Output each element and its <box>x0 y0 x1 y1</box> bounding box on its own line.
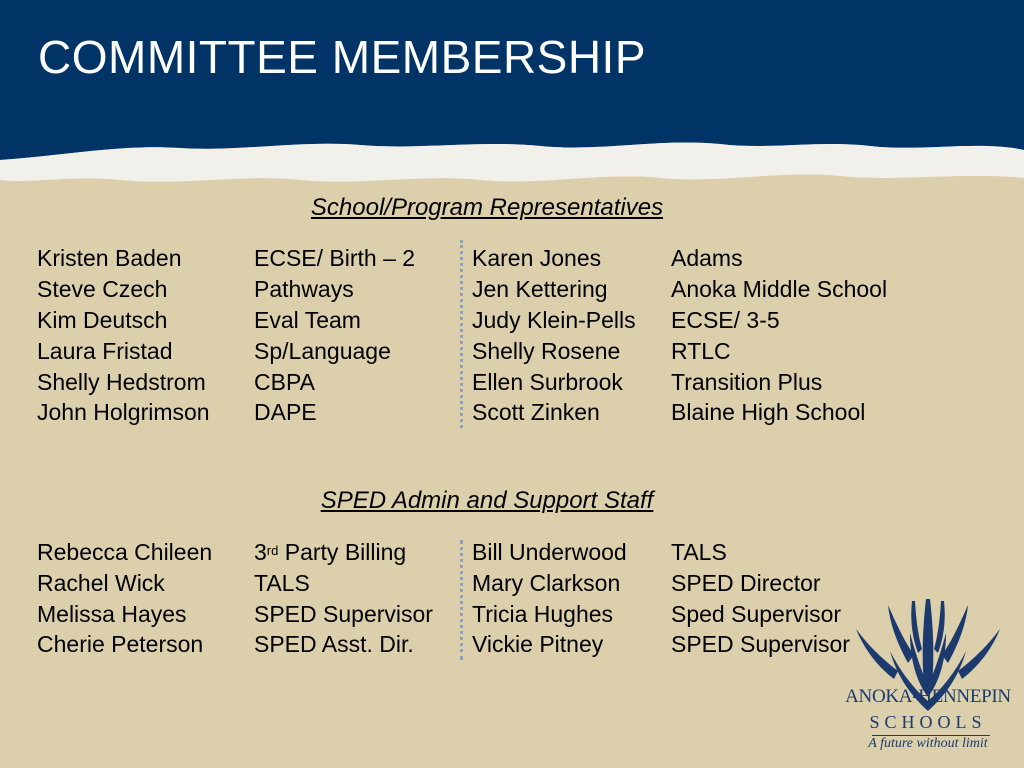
member-name: Steve Czech <box>37 276 168 302</box>
member-name: Rachel Wick <box>37 570 165 596</box>
slide-title: COMMITTEE MEMBERSHIP <box>38 31 647 83</box>
member-name: Rebecca Chileen <box>37 539 213 565</box>
member-name: Laura Fristad <box>37 338 173 364</box>
member-name: Karen Jones <box>472 245 602 271</box>
member-program: Eval Team <box>254 307 361 333</box>
ordinal-number: 3 <box>254 539 267 565</box>
member-program: RTLC <box>671 338 731 364</box>
member-role: SPED Supervisor <box>671 631 850 657</box>
section-heading-sped-admin: SPED Admin and Support Staff <box>320 487 654 514</box>
member-role: TALS <box>254 570 310 596</box>
member-name: Melissa Hayes <box>37 601 187 627</box>
member-name: Shelly Rosene <box>472 338 621 364</box>
member-program: DAPE <box>254 399 317 425</box>
member-program: Pathways <box>254 276 354 302</box>
member-name: Shelly Hedstrom <box>37 369 206 395</box>
member-name: John Holgrimson <box>37 399 210 425</box>
column-divider <box>460 240 463 428</box>
member-program: Anoka Middle School <box>671 276 888 302</box>
member-name: Jen Kettering <box>472 276 608 302</box>
section-heading-representatives: School/Program Representatives <box>310 194 664 221</box>
member-name: Mary Clarkson <box>472 570 621 596</box>
member-name: Tricia Hughes <box>472 601 614 627</box>
member-program: Adams <box>671 245 743 271</box>
member-name: Kim Deutsch <box>37 307 168 333</box>
logo-tagline: A future without limit <box>868 736 988 751</box>
member-name: Judy Klein-Pells <box>472 307 636 333</box>
logo-schools: SCHOOLS <box>869 712 987 732</box>
member-name: Cherie Peterson <box>37 631 204 657</box>
member-program: ECSE/ 3-5 <box>671 307 780 333</box>
member-program: ECSE/ Birth – 2 <box>254 245 416 271</box>
ordinal-suffix: rd <box>266 543 279 558</box>
member-role: Sped Supervisor <box>671 601 842 627</box>
member-role: SPED Asst. Dir. <box>254 631 414 657</box>
member-program: CBPA <box>254 369 315 395</box>
column-divider <box>460 540 463 660</box>
member-program: Transition Plus <box>671 369 823 395</box>
member-name: Kristen Baden <box>37 245 182 271</box>
member-name: Vickie Pitney <box>472 631 604 657</box>
member-role: TALS <box>671 539 727 565</box>
member-role: SPED Supervisor <box>254 601 433 627</box>
role-text: Party Billing <box>278 539 407 565</box>
member-role <box>254 537 406 568</box>
member-program: Sp/Language <box>254 338 391 364</box>
member-name: Scott Zinken <box>472 399 600 425</box>
member-name: Bill Underwood <box>472 539 627 565</box>
member-name: Ellen Surbrook <box>472 369 623 395</box>
member-role: SPED Director <box>671 570 821 596</box>
logo-name: ANOKA-HENNEPIN <box>845 686 1011 707</box>
member-program: Blaine High School <box>671 399 866 425</box>
